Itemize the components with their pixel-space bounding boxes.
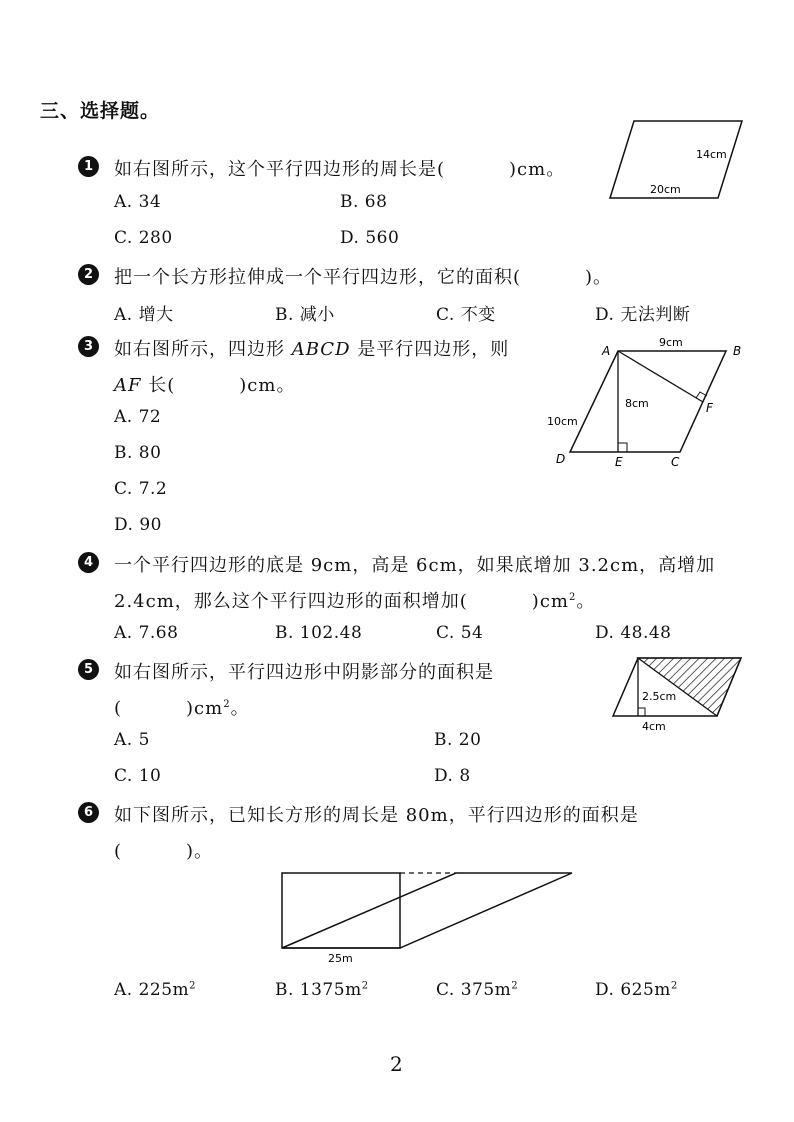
question-number-3: 3 — [78, 336, 99, 357]
question-1-text: 如右图所示，这个平行四边形的周长是( )cm。 — [114, 159, 566, 180]
question-6-text-line1: 如下图所示，已知长方形的周长是 80m，平行四边形的面积是 — [114, 805, 639, 826]
q5-shaded-region — [638, 658, 741, 716]
question-2-text: 把一个长方形拉伸成一个平行四边形，它的面积( )。 — [114, 267, 613, 288]
q5-base-label: 4cm — [642, 720, 666, 733]
q1-option-d[interactable]: D. 560 — [340, 228, 400, 248]
q3-parallelogram-figure — [540, 335, 760, 470]
q4-option-a[interactable]: A. 7.68 — [114, 623, 179, 643]
q5-option-d[interactable]: D. 8 — [434, 766, 471, 786]
q3-height-af — [618, 351, 703, 402]
question-4-text-line2: 2.4cm，那么这个平行四边形的面积增加( )$cm^2$。 — [114, 591, 596, 612]
q6-rectangle — [282, 873, 400, 948]
q2-option-d[interactable]: D. 无法判断 — [595, 305, 691, 325]
q5-right-angle — [638, 708, 645, 716]
q1-option-c[interactable]: C. 280 — [114, 228, 173, 248]
q3-right-angle-e — [618, 443, 627, 452]
q2-option-c[interactable]: C. 不变 — [436, 305, 496, 325]
q4-option-b[interactable]: B. 102.48 — [275, 623, 363, 643]
q3-label-b: B — [733, 344, 742, 358]
question-number-6: 6 — [78, 802, 99, 823]
q6-base-label: 25m — [328, 952, 353, 965]
q3-option-d[interactable]: D. 90 — [114, 515, 162, 535]
question-5-text-line2: ( )$cm^2$。 — [114, 698, 250, 719]
section-title: 三、选择题。 — [40, 100, 161, 122]
q4-option-d[interactable]: D. 48.48 — [595, 623, 672, 643]
q3-label-f: F — [706, 401, 713, 415]
q6-rectangle-parallelogram-figure — [276, 865, 578, 965]
question-3-text-line1: 如右图所示，四边形 ABCD 是平行四边形，则 — [114, 339, 510, 360]
page-number: 2 — [390, 1052, 403, 1076]
q3-option-a[interactable]: A. 72 — [114, 407, 162, 427]
question-3-text-line2: AF 长( )cm。 — [114, 375, 296, 396]
question-number-5: 5 — [78, 659, 99, 680]
q5-height-label: 2.5cm — [642, 690, 677, 703]
q1-option-b[interactable]: B. 68 — [340, 192, 388, 212]
q3-label-d: D — [556, 452, 566, 466]
q5-option-c[interactable]: C. 10 — [114, 766, 162, 786]
q6-option-b[interactable]: B. $1375m^2$ — [275, 980, 369, 1000]
q6-option-c[interactable]: C. $375m^2$ — [436, 980, 519, 1000]
q2-option-b[interactable]: B. 减小 — [275, 305, 335, 325]
q5-shaded-parallelogram-figure — [605, 650, 750, 736]
q5-option-a[interactable]: A. 5 — [114, 730, 150, 750]
q5-option-b[interactable]: B. 20 — [434, 730, 482, 750]
q3-label-a: A — [602, 344, 611, 358]
q1-base-label: 20cm — [650, 183, 681, 196]
q3-option-c[interactable]: C. 7.2 — [114, 479, 168, 499]
q3-option-b[interactable]: B. 80 — [114, 443, 162, 463]
q2-option-a[interactable]: A. 增大 — [114, 305, 174, 325]
question-4-text-line1: 一个平行四边形的底是 9cm，高是 6cm，如果底增加 3.2cm，高增加 — [114, 555, 716, 576]
q3-height-label: 8cm — [625, 397, 649, 410]
q3-side-label: 10cm — [547, 415, 578, 428]
q1-option-a[interactable]: A. 34 — [114, 192, 162, 212]
q6-parallelogram — [282, 873, 572, 948]
q6-option-a[interactable]: A. $225m^2$ — [114, 980, 197, 1000]
q1-side-label: 14cm — [696, 148, 727, 161]
q6-option-d[interactable]: D. $625m^2$ — [595, 980, 678, 1000]
question-number-1: 1 — [78, 156, 99, 177]
q4-option-c[interactable]: C. 54 — [436, 623, 484, 643]
q3-label-c: C — [671, 455, 680, 469]
question-number-2: 2 — [78, 264, 99, 285]
q3-label-e: E — [615, 455, 623, 469]
question-6-text-line2: ( )。 — [114, 841, 214, 862]
q3-top-label: 9cm — [659, 336, 683, 349]
question-5-text-line1: 如右图所示，平行四边形中阴影部分的面积是 — [114, 662, 494, 683]
q1-parallelogram-figure — [600, 112, 750, 204]
question-number-4: 4 — [78, 552, 99, 573]
